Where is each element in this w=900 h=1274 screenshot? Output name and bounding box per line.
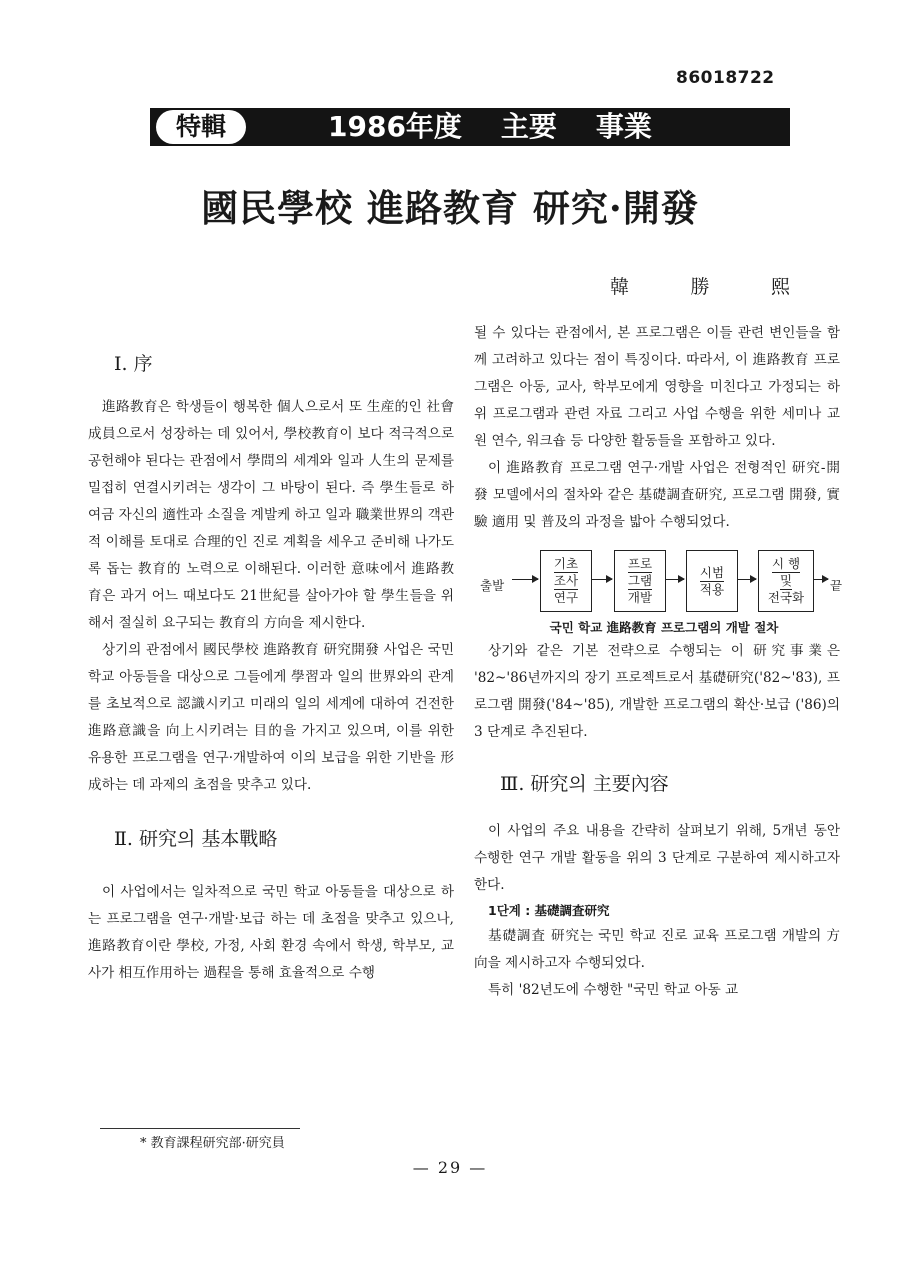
author-name: 韓 勝 熙 — [610, 276, 790, 298]
section-2-heading: Ⅱ. 研究의 基本戰略 — [114, 828, 278, 850]
right-paragraph-3: 상기와 같은 기본 전략으로 수행되는 이 研究事業은 '82~'86년까지의 장기 프로젝트로서 基礎研究('82~'83), 프로그램 開發('84~'85), 개발한 프로그램의 확산·보급 ('86)의 3 단계로 추진된다. — [474, 643, 840, 740]
section-banner — [150, 108, 790, 146]
footnote: * 教育課程研究部·研究員 — [140, 1136, 285, 1151]
flow-step-text: 개발 — [627, 590, 653, 605]
right-paragraph-6: 특히 '82년도에 수행한 "국민 학교 아동 교 — [488, 982, 739, 998]
section-2-paragraph-1: 이 사업에서는 일차적으로 국민 학교 아동들을 대상으로 하는 프로그램을 연구·개발·보급 하는 데 초점을 맞추고 있으나, 進路教育이란 學校, 가정, 사회 환경 속에서 학생, 학부모, 교사가 相互作用하는 過程을 통해 효율적으로 수행 — [88, 884, 454, 981]
flow-caption: 국민 학교 進路教育 프로그램의 개발 절차 — [549, 620, 779, 635]
section-3-heading: Ⅲ. 研究의 主要內容 — [500, 773, 669, 795]
flow-arrow-icon — [814, 579, 828, 580]
flow-step-pilot-application — [686, 550, 738, 612]
flow-arrow-icon — [512, 579, 538, 580]
banner-title: 1986年度 主要 事業 — [328, 110, 652, 143]
stage-1-heading: 1단계 : 基礎調査研究 — [488, 903, 610, 918]
flow-step-nationwide-implementation — [758, 550, 814, 612]
flow-step-text: 기초 — [553, 556, 579, 571]
flow-step-text: 시범 — [699, 564, 725, 580]
section-1-paragraph-1: 進路教育은 학생들이 행복한 個人으로서 또 生産的인 社會成員으로서 성장하는 데 있어서, 學校教育이 보다 적극적으로 공헌해야 된다는 관점에서 學問의 세계와 일과 人生의 문제를 밀접히 연결시키려는 생각이 그 바탕이 된다. 즉 學生들로 하여금 자신의 適性과 소질을 계발케 하고 일과 職業世界의 객관적 이해를 토대로 合理的인 진로 계획을 세우고 준비해 나가도록 돕는 教育的 노력으로 이해된다. 이러한 意味에서 進路教育은 과거 어느 때보다도 21世紀를 살아가야 할 學生들을 위해서 절실히 요구되는 教育의 方向을 제시한다. — [88, 399, 454, 631]
article-title: 國民學校 進路教育 研究·開發 — [201, 186, 699, 230]
right-paragraph-1: 될 수 있다는 관점에서, 본 프로그램은 이들 관련 변인들을 함께 고려하고 있다는 점이 특징이다. 따라서, 이 進路教育 프로그램은 아동, 교사, 학부모에게 영향을 미친다고 가정되는 하위 프로그램과 관련 자료 그리고 사업 수행을 위한 세미나 교원 연수, 워크숍 등 다양한 활동들을 포함하고 있다. — [474, 325, 840, 449]
right-paragraph-4: 이 사업의 주요 내용을 간략히 살펴보기 위해, 5개년 동안 수행한 연구 개발 활동을 위의 3 단계로 구분하여 제시하고자 한다. — [474, 823, 840, 893]
right-paragraph-2: 이 進路教育 프로그램 연구·개발 사업은 전형적인 研究-開發 모델에서의 절차와 같은 基礎調査研究, 프로그램 開發, 實驗 適用 및 普及의 과정을 밟아 수행되었다. — [474, 460, 840, 530]
flow-step-text: 및 — [779, 573, 793, 588]
flow-step-text: 그램 — [627, 573, 653, 588]
flow-arrow-icon — [592, 579, 612, 580]
document-id: 86018722 — [676, 68, 775, 88]
flow-step-text: 전국화 — [767, 590, 805, 605]
flow-start-label: 출발 — [480, 578, 505, 593]
banner-tag: 特輯 — [156, 110, 246, 144]
flow-step-program-development — [614, 550, 666, 612]
process-flow-diagram — [474, 546, 843, 618]
flow-step-text: 조사 — [553, 573, 579, 588]
flow-step-text: 적용 — [699, 581, 725, 597]
section-1-heading: Ⅰ. 序 — [114, 353, 153, 375]
flow-arrow-icon — [666, 579, 684, 580]
flow-step-text: 프로 — [627, 556, 653, 571]
footnote-divider — [100, 1128, 300, 1129]
right-paragraph-5: 基礎調査 研究는 국민 학교 진로 교육 프로그램 개발의 方向을 제시하고자 수행되었다. — [474, 928, 840, 971]
right-column — [474, 320, 843, 1004]
section-1-paragraph-2: 상기의 관점에서 國民學校 進路教育 研究開發 사업은 국민 학교 아동들을 대상으로 그들에게 學習과 일의 世界와의 관계를 초보적으로 認識시키고 미래의 일의 세계에 대하여 건전한 進路意識을 向上시키려는 目的을 가지고 있으며, 이를 위한 유용한 프로그램을 연구·개발하여 이의 보급을 위한 기반을 形成하는 데 과제의 초점을 맞추고 있다. — [88, 642, 454, 793]
flow-arrow-icon — [738, 579, 756, 580]
flow-step-text: 시 행 — [771, 556, 801, 571]
flow-step-basic-research — [540, 550, 592, 612]
left-column — [88, 350, 454, 987]
flow-end-label: 끝 — [830, 578, 843, 593]
flow-step-text: 연구 — [553, 590, 579, 605]
page-number: — 29 — — [412, 1158, 488, 1177]
